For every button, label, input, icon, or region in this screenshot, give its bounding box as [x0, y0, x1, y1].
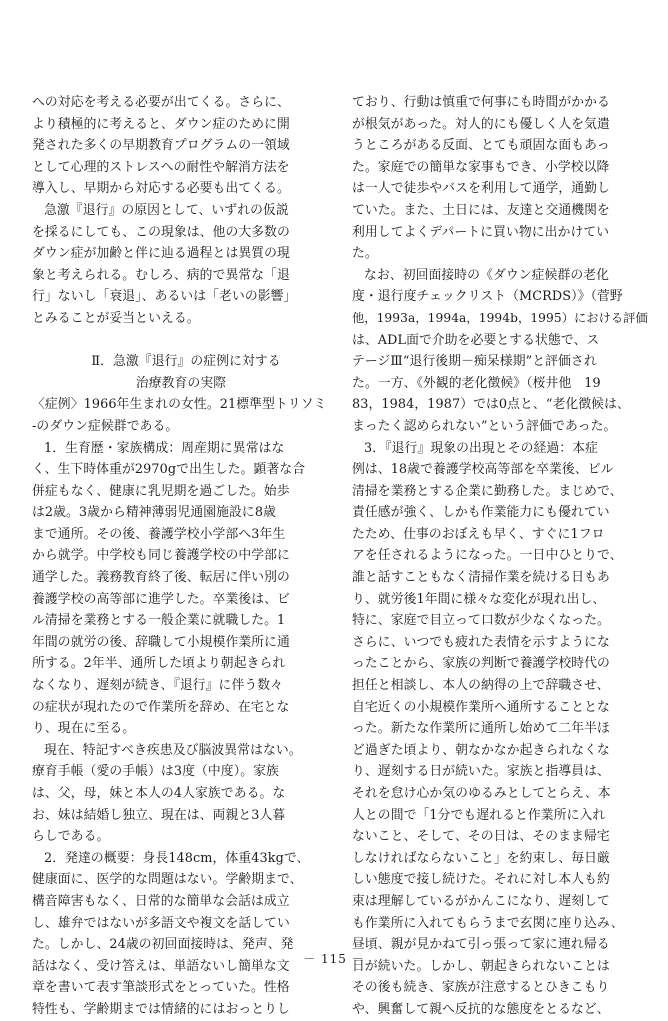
body-line: は、父，母，妹と本人の4人家族である。な: [32, 786, 286, 801]
section-heading-sub: 治療教育の実際: [135, 375, 227, 391]
body-line: し、雄弁ではないが多語文や複文を話してい: [32, 915, 290, 931]
body-line: 自宅近くの小規模作業所へ通所することとな: [352, 699, 610, 715]
body-line: ど過ぎた頃より、朝なかなか起きられなくな: [352, 742, 610, 758]
body-line: 行」ないし「衰退」、あるいは「老いの影響」: [32, 289, 297, 305]
body-line: その後も続き、家族が注意するとひきこもり: [352, 980, 610, 996]
body-line: なくなり、遅刻が続き、『退行』に伴う数々: [32, 678, 284, 694]
paragraph-start: 2．発達の概要：身長148cm，体重43kgで、: [44, 850, 310, 866]
body-line: 併症もなく、健康に乳児期を過ごした。始歩: [32, 483, 290, 499]
body-line: より積極的に考えると、ダウン症のために開: [32, 116, 290, 132]
body-line: -のダウン症候群である。: [32, 418, 179, 434]
body-line: 度・退行度チェックリスト（MCRDS）》（菅野: [352, 289, 623, 305]
body-line: しなければならないこと」を約束し、毎日厳: [352, 850, 610, 866]
body-line: 例は、18歳で養護学校高等部を卒業後、ビル: [352, 462, 614, 478]
body-line: 日が続いた。しかし、朝起きられないことは: [352, 958, 610, 974]
body-line: った。新たな作業所に通所し始めて二年半ほ: [352, 721, 610, 737]
body-line: 誰と話すこともなく清掃作業を続ける日もあ: [352, 570, 610, 586]
body-line: も作業所に入れてもらうまで玄関に座り込み、: [352, 915, 624, 931]
body-line: とみることが妥当といえる。: [32, 310, 200, 326]
body-line: 章を書いて表す筆談形式をとっていた。性格: [32, 980, 290, 996]
body-line: うところがある反面、とても頑固な面もあっ: [352, 138, 610, 154]
body-line: や、興奮して親へ反抗的な態度をとるなど、: [352, 1001, 610, 1017]
body-line: ていた。また、土日には、友達と交通機関を: [352, 202, 610, 218]
body-line: く、生下時体重が2970gで出生した。顕著な合: [32, 462, 306, 478]
body-line: 担任と相談し、本人の納得の上で辞職させ、: [352, 678, 610, 694]
body-line: は2歳。3歳から精神薄弱児通園施設に8歳: [32, 505, 276, 521]
body-line: 所する。2年半、通所した頃より朝起きられ: [32, 656, 286, 672]
body-line: 話はなく、受け答えは、単語ないし簡単な文: [32, 958, 290, 974]
case-intro: 〈症例〉1966年生まれの女性。21標準型トリソミ: [32, 397, 327, 413]
body-line: ており、行動は慎重で何事にも時間がかかる: [352, 95, 610, 110]
body-line: 構音障害もなく、日常的な簡単な会話は成立: [32, 893, 290, 909]
body-line: 83，1984，1987）では0点と、“老化徴候は、: [352, 397, 630, 413]
body-line: 人との間で「1分でも遅れると作業所に入れ: [352, 807, 606, 823]
body-line: 通学した。義務教育終了後、転居に伴い別の: [32, 570, 290, 586]
paragraph-start: 3．『退行』現象の出現とその経過：本症: [364, 440, 598, 456]
body-line: 利用してよくデパートに買い物に出かけてい: [352, 224, 610, 240]
body-line: 健康面に、医学的な問題はない。学齢期まで、: [32, 872, 303, 888]
body-line: への対応を考える必要が出てくる。さらに、: [32, 95, 290, 110]
paragraph-start: 現在、特記すべき疾患及び脳波異常はない。: [44, 742, 302, 758]
body-line: まったく認められない”という評価であった。: [352, 418, 617, 434]
body-line: は、ADL面で介助を必要とする状態で、ス: [352, 332, 600, 348]
body-line: 昼頃、親が見かねて引っ張って家に連れ帰る: [352, 937, 610, 953]
page-number: － 115 －: [303, 952, 365, 966]
body-line: 他，1993a，1994a，1994b，1995）における評価: [352, 310, 648, 325]
blank-line: [32, 330, 330, 352]
body-line: た。しかし、24歳の初回面接時は、発声、発: [32, 937, 294, 953]
left-column: [32, 92, 330, 1021]
body-line: り、遅刻する日が続いた。家族と指導員は、: [352, 764, 610, 780]
body-line: ないこと、そして、その日は、そのまま帰宅: [352, 829, 610, 845]
body-line: 清掃を業務とする企業に勤務した。まじめで、: [352, 483, 623, 499]
paragraph-start: なお、初回面接時の《ダウン症候群の老化: [364, 267, 610, 283]
body-line: 養護学校の高等部に進学した。卒業後は、ビ: [32, 591, 290, 607]
body-line: さらに、いつでも疲れた表情を示すようにな: [352, 634, 610, 650]
body-line: 束は理解しているがかんこになり、遅刻して: [352, 893, 610, 909]
body-line: 発された多くの早期教育プログラムの一領域: [32, 138, 290, 154]
body-line: として心理的ストレスへの耐性や解消方法を: [32, 159, 290, 175]
body-line: た。一方、《外観的老化徴候》（桜井他 19: [352, 375, 601, 391]
body-line: は一人で徒歩やバスを利用して通学，通勤し: [352, 181, 610, 197]
body-line: ル清掃を業務とする一般企業に就職した。1: [32, 613, 286, 629]
paragraph-start: 1．生育歴・家族構成：周産期に異常はな: [44, 440, 285, 456]
body-line: 特性も、学齢期までは情緒的にはおっとりし: [32, 1001, 290, 1017]
body-line: らしである。: [32, 829, 110, 845]
body-line: の症状が現れたので作業所を辞め、在宅とな: [32, 699, 290, 715]
body-line: ったことから、家族の判断で養護学校時代の: [352, 656, 610, 672]
section-heading: Ⅱ．急激『退行』の症例に対する: [91, 354, 281, 370]
body-line: アを任されるようになった。一日中ひとりで、: [352, 548, 623, 564]
body-line: を採るにしても、この現象は、他の大多数の: [32, 224, 290, 240]
body-line: た。: [352, 246, 378, 262]
body-line: り、現在に至る。: [32, 721, 136, 737]
body-line: た。家庭での簡単な家事もでき、小学校以降: [352, 159, 610, 175]
body-line: から就学。中学校も同じ養護学校の中学部に: [32, 548, 290, 564]
body-line: お、妹は結婚し独立、現在は、両親と3人暮: [32, 807, 286, 823]
body-line: り、就労後1年間に様々な変化が現れ出し、: [352, 591, 606, 607]
body-line: が根気があった。対人的にも優しく人を気遣: [352, 116, 610, 132]
paragraph-start: 急激『退行』の原因として、いずれの仮説: [44, 202, 289, 218]
body-line: たため、仕事のおぼえも早く、すぐに1フロ: [352, 526, 605, 542]
body-line: 特に、家庭で目立って口数が少なくなった。: [352, 613, 610, 629]
body-line: 導入し、早期から対応する必要も出てくる。: [32, 181, 290, 197]
body-line: ダウン症が加齢と伴に辿る過程とは異質の現: [32, 246, 290, 262]
body-line: 年間の就労の後、辞職して小規模作業所に通: [32, 634, 290, 650]
body-line: テージⅢ“退行後期－痴呆様期”と評価され: [352, 354, 597, 370]
body-line: それを怠け心か気のゆるみとしてとらえ、本: [352, 786, 611, 801]
body-line: 象と考えられる。むしろ、病的で異常な「退: [32, 267, 290, 283]
right-column: [352, 92, 650, 1021]
body-line: 療育手帳（愛の手帳）は3度（中度）。家族: [32, 764, 279, 780]
body-line: 責任感が強く、しかも作業能力にも優れてい: [352, 505, 610, 521]
body-line: まで通所。その後、養護学校小学部へ3年生: [32, 526, 286, 542]
body-line: しい態度で接し続けた。それに対し本人も約: [352, 872, 610, 888]
